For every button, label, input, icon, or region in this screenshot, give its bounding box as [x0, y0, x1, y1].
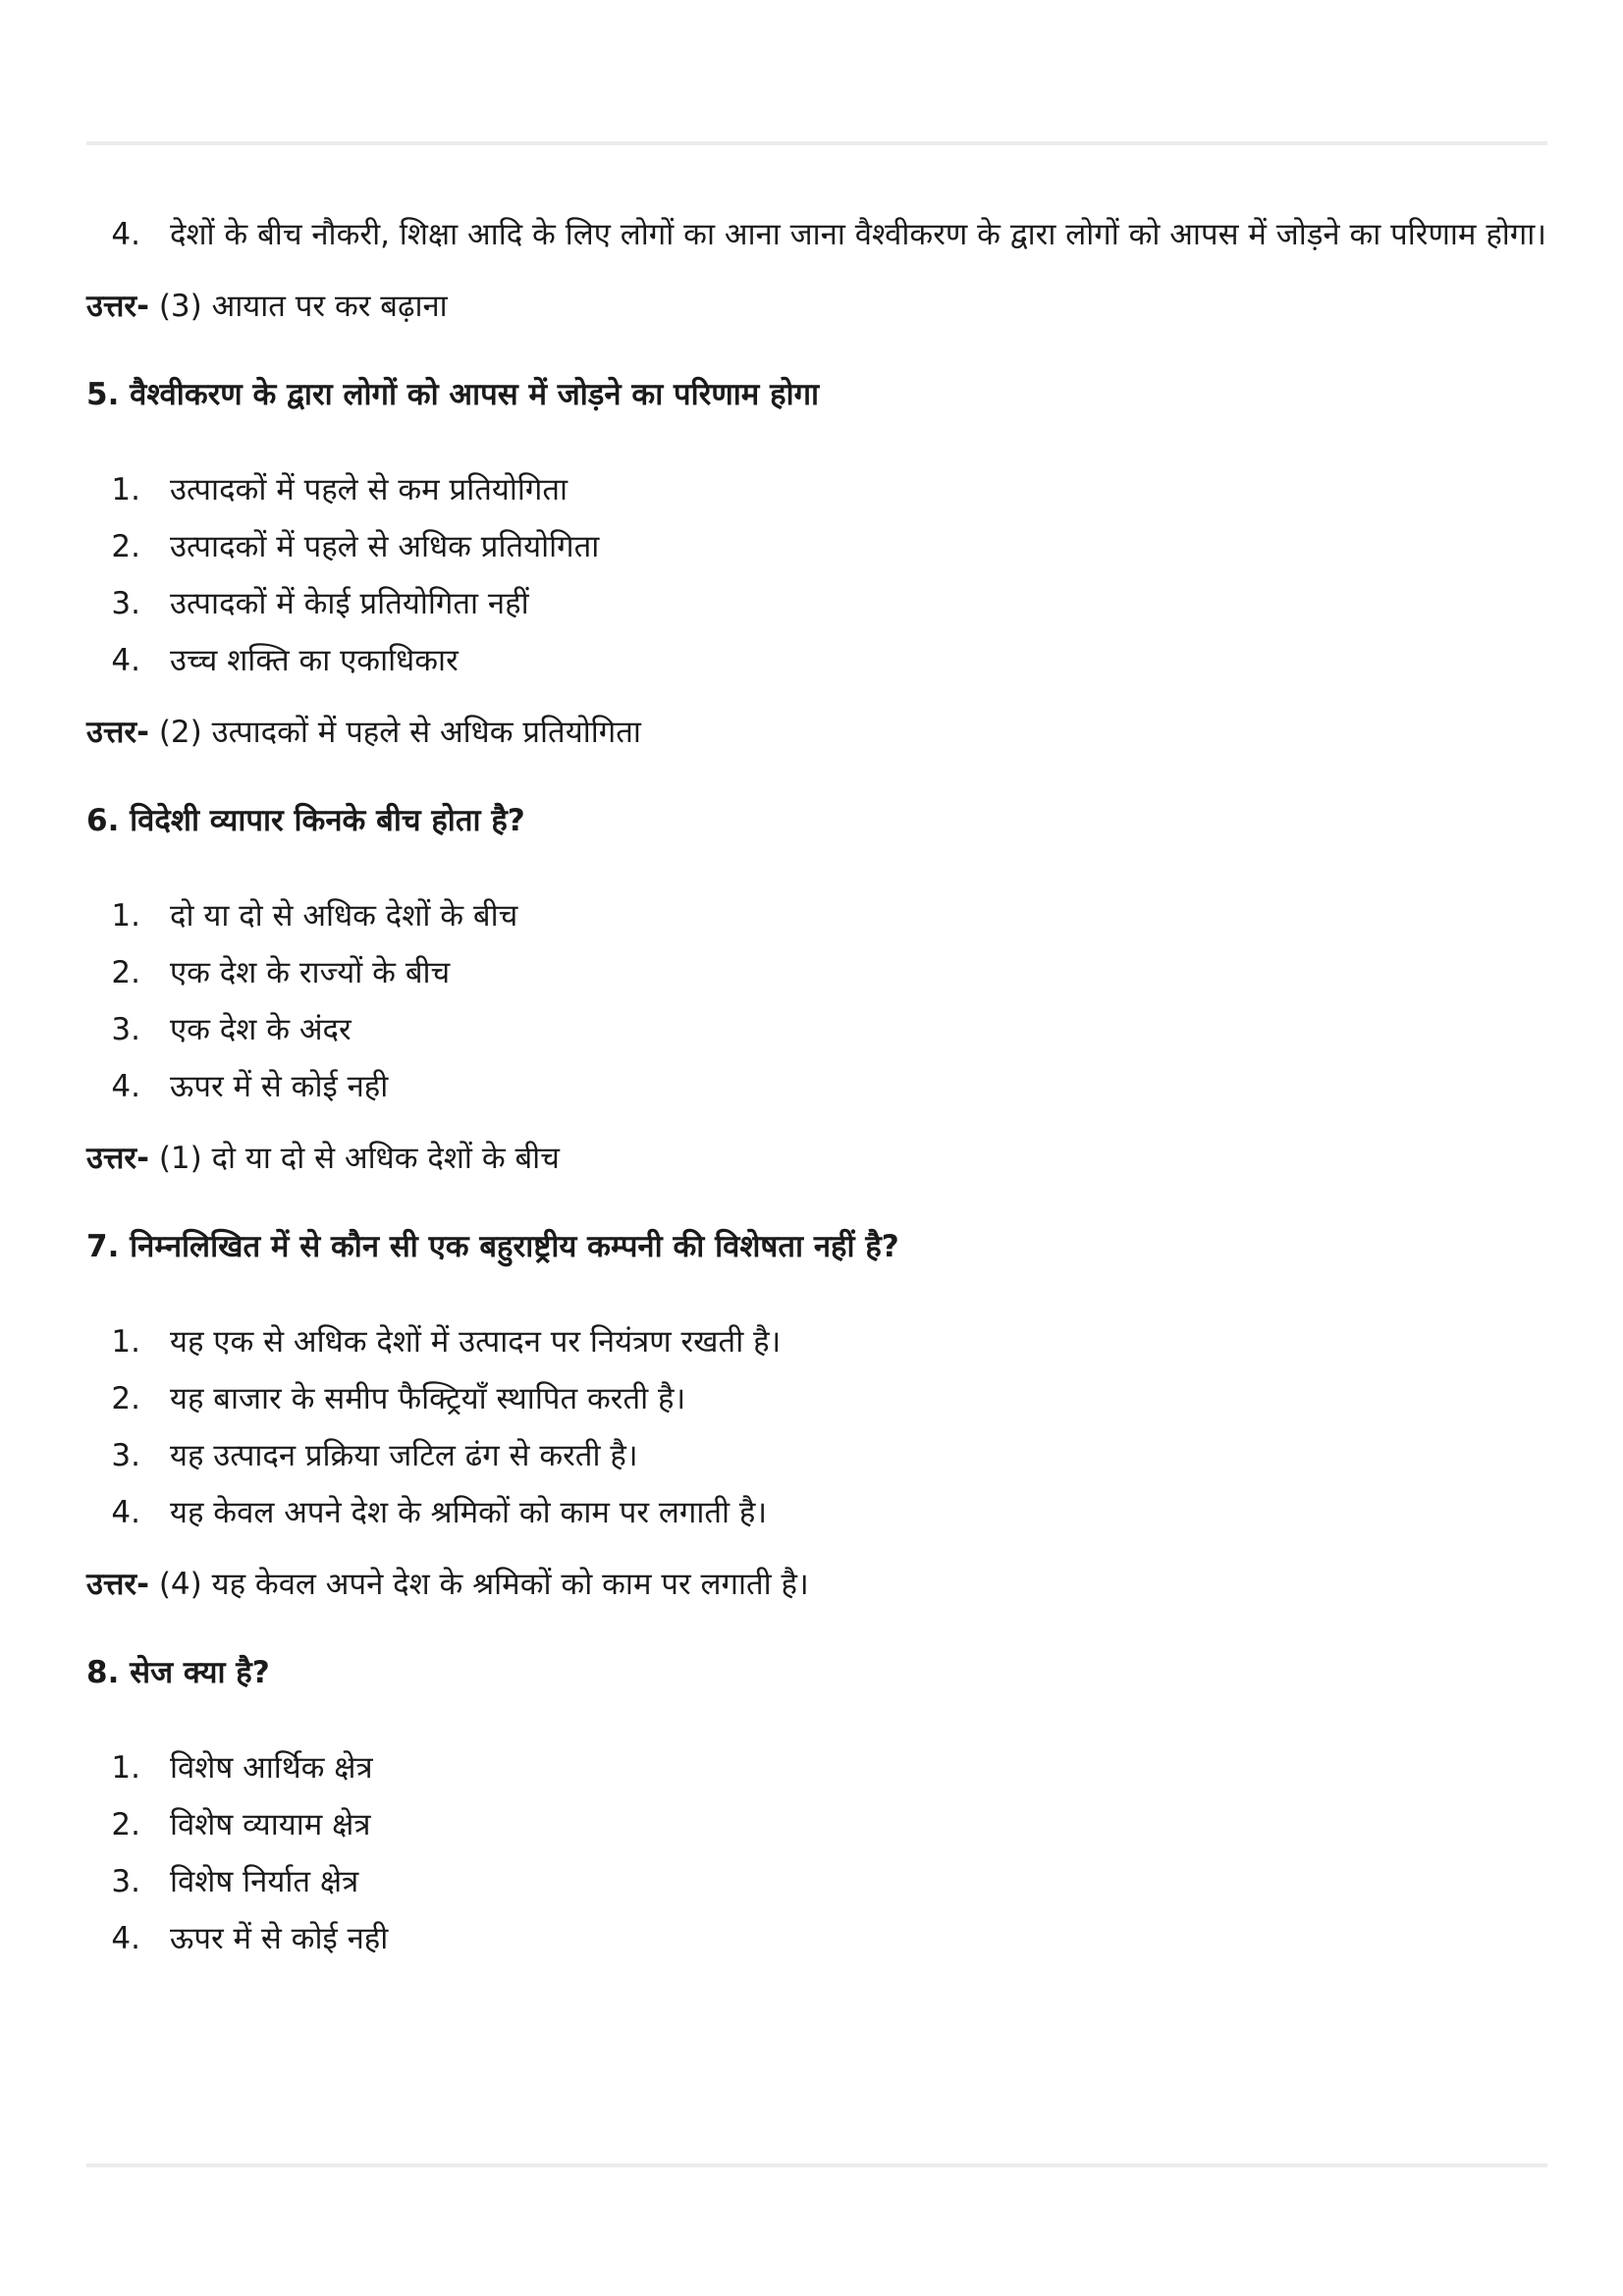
option-text: उत्पादकों में केाई प्रतियोगिता नहीं — [170, 586, 529, 621]
question-block — [86, 799, 1549, 1180]
answer — [86, 1137, 1549, 1180]
answer — [86, 285, 1549, 328]
option-number: 2. — [111, 1807, 140, 1842]
answer-label: उत्तर- — [86, 1567, 149, 1602]
content — [86, 206, 1549, 1989]
list-item — [86, 632, 1549, 689]
answer-text: (2) उत्पादकों में पहले से अधिक प्रतियोगिता — [148, 715, 641, 750]
list-item — [86, 1058, 1549, 1115]
option-text: दो या दो से अधिक देशों के बीच — [170, 898, 518, 934]
option-text: एक देश के राज्यों के बीच — [170, 955, 451, 990]
question-block — [86, 1651, 1549, 1967]
bottom-divider — [86, 2163, 1547, 2167]
option-number: 2. — [111, 955, 140, 990]
list-item — [86, 206, 1549, 263]
option-text: उत्पादकों में पहले से अधिक प्रतियोगिता — [170, 529, 600, 564]
list-item — [86, 461, 1549, 518]
option-text: यह उत्पादन प्रक्रिया जटिल ढंग से करती है। — [170, 1438, 638, 1473]
option-list — [86, 1739, 1549, 1967]
answer-text: (1) दो या दो से अधिक देशों के बीच — [148, 1141, 560, 1176]
list-item — [86, 1427, 1549, 1484]
option-number: 1. — [111, 1324, 140, 1360]
answer-label: उत्तर- — [86, 1141, 149, 1176]
list-item — [86, 1484, 1549, 1541]
answer — [86, 1563, 1549, 1606]
option-number: 4. — [111, 1069, 140, 1104]
option-number: 4. — [111, 1921, 140, 1956]
option-text: ऊपर में से कोई नही — [170, 1921, 389, 1956]
option-text: विशेष व्यायाम क्षेत्र — [170, 1807, 371, 1842]
question-title: 5. वैश्वीकरण के द्वारा लोगों को आपस में जोड़ने का परिणाम होगा — [86, 377, 820, 412]
question-block — [86, 373, 1549, 754]
option-list — [86, 1313, 1549, 1541]
option-text: विशेष निर्यात क्षेत्र — [170, 1864, 359, 1899]
option-number: 3. — [111, 586, 140, 621]
option-list — [86, 461, 1549, 689]
list-item — [86, 575, 1549, 632]
option-number: 4. — [111, 1495, 140, 1530]
option-number: 1. — [111, 472, 140, 507]
answer-label: उत्तर- — [86, 715, 149, 750]
question-block — [86, 1225, 1549, 1606]
option-text: यह एक से अधिक देशों में उत्पादन पर नियंत्रण रखती है। — [170, 1324, 782, 1360]
option-text: उच्च शक्ति का एकाधिकार — [170, 643, 459, 678]
list-item — [86, 1001, 1549, 1058]
option-text: देशों के बीच नौकरी, शिक्षा आदि के लिए लोगों का आना जाना वैश्वीकरण के द्वारा लोगों को आपस में जोड़ने का परिणाम होगा। — [170, 217, 1547, 252]
top-divider — [86, 141, 1547, 145]
option-number: 4. — [111, 643, 140, 678]
continued-option-list — [86, 206, 1549, 263]
list-item — [86, 1313, 1549, 1370]
list-item — [86, 887, 1549, 944]
answer-text: (3) आयात पर कर बढ़ाना — [148, 289, 448, 324]
option-number: 1. — [111, 898, 140, 934]
list-item — [86, 1796, 1549, 1853]
answer-text: (4) यह केवल अपने देश के श्रमिकों को काम पर लगाती है। — [148, 1567, 809, 1602]
option-text: ऊपर में से कोई नही — [170, 1069, 389, 1104]
list-item — [86, 1739, 1549, 1796]
option-number: 2. — [111, 529, 140, 564]
list-item — [86, 1910, 1549, 1967]
question-title: 6. विदेशी व्यापार किनके बीच होता है? — [86, 803, 525, 838]
list-item — [86, 1370, 1549, 1427]
option-number: 1. — [111, 1750, 140, 1786]
option-text: एक देश के अंदर — [170, 1012, 352, 1047]
question-title: 8. सेज क्या है? — [86, 1655, 270, 1690]
option-number: 2. — [111, 1381, 140, 1416]
answer — [86, 711, 1549, 754]
option-text: यह केवल अपने देश के श्रमिकों को काम पर लगाती है। — [170, 1495, 768, 1530]
option-number: 3. — [111, 1012, 140, 1047]
list-item — [86, 944, 1549, 1001]
option-number: 3. — [111, 1438, 140, 1473]
option-list — [86, 887, 1549, 1115]
option-text: विशेष आर्थिक क्षेत्र — [170, 1750, 373, 1786]
answer-label: उत्तर- — [86, 289, 149, 324]
list-item — [86, 1853, 1549, 1910]
option-text: उत्पादकों में पहले से कम प्रतियोगिता — [170, 472, 568, 507]
option-number: 3. — [111, 1864, 140, 1899]
list-item — [86, 518, 1549, 575]
option-text: यह बाजार के समीप फैक्ट्रियाँ स्थापित करती है। — [170, 1381, 686, 1416]
option-number: 4. — [111, 217, 140, 252]
question-title: 7. निम्नलिखित में से कौन सी एक बहुराष्ट्रीय कम्पनी की विशेषता नहीं है? — [86, 1229, 899, 1264]
